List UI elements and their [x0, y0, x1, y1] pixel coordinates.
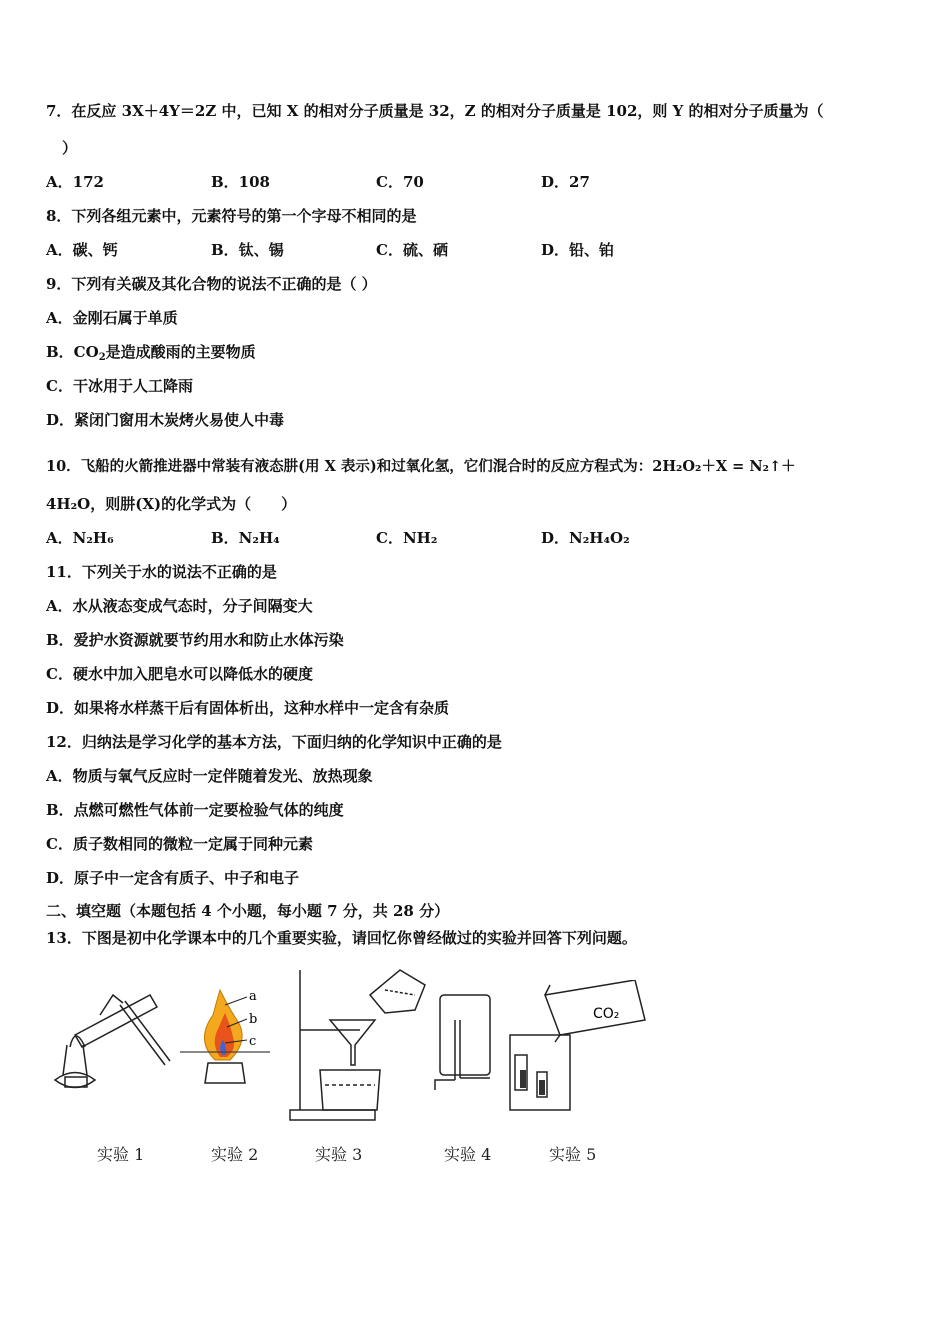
q10-option-c: C．NH₂ — [376, 529, 438, 547]
q9-option-b — [46, 342, 256, 368]
experiment-5-figure — [495, 980, 655, 1115]
q8-option-b: B．钛、锡 — [211, 241, 284, 259]
q8-option-c: C．硫、硒 — [376, 241, 448, 259]
q10-option-a: A．N₂H₆ — [46, 529, 114, 547]
q9-stem: 9．下列有关碳及其化合物的说法不正确的是（ ） — [46, 275, 377, 293]
figure-label-5: 实验 5 — [549, 1145, 597, 1164]
figure-label-1: 实验 1 — [97, 1145, 145, 1164]
q8-stem: 8．下列各组元素中，元素符号的第一个字母不相同的是 — [46, 207, 417, 225]
q12-option-a: A．物质与氧气反应时一定伴随着发光、放热现象 — [46, 767, 373, 785]
figure-label-3: 实验 3 — [315, 1145, 363, 1164]
figure-label-4: 实验 4 — [444, 1145, 492, 1164]
q12-option-b: B．点燃可燃性气体前一定要检验气体的纯度 — [46, 801, 344, 819]
q9-option-c: C．干冰用于人工降雨 — [46, 377, 193, 395]
q7-option-a: A．172 — [46, 173, 104, 191]
q10-option-d: D．N₂H₄O₂ — [541, 529, 630, 547]
q12-option-d: D．原子中一定含有质子、中子和电子 — [46, 869, 300, 887]
q7-option-c: C．70 — [376, 173, 424, 191]
q11-option-c: C．硬水中加入肥皂水可以降低水的硬度 — [46, 665, 313, 683]
q12-option-c: C．质子数相同的微粒一定属于同种元素 — [46, 835, 313, 853]
figure-label-2: 实验 2 — [211, 1145, 259, 1164]
q13-stem: 13．下图是初中化学课本中的几个重要实验，请回忆你曾经做过的实验并回答下列问题。 — [46, 929, 637, 947]
q10-option-b: B．N₂H₄ — [211, 529, 280, 547]
q12-stem: 12．归纳法是学习化学的基本方法，下面归纳的化学知识中正确的是 — [46, 733, 502, 751]
q7-option-b: B．108 — [211, 173, 270, 191]
flame-label-a: a — [249, 989, 257, 1004]
q10-stem-line2: 4H₂O，则肼(X)的化学式为（ ） — [46, 495, 297, 513]
q9-option-d: D．紧闭门窗用木炭烤火易使人中毒 — [46, 411, 285, 429]
q7-stem-line2: ） — [62, 139, 78, 157]
q7-option-d: D．27 — [541, 173, 590, 191]
q9-option-a: A．金刚石属于单质 — [46, 309, 178, 327]
q10-stem-line1: 10．飞船的火箭推进器中常装有液态肼(用 X 表示)和过氧化氢，它们混合时的反应方程式为：2H₂O₂＋X = N₂↑＋ — [46, 458, 796, 475]
q9-option-b-prefix: B．CO — [46, 343, 99, 361]
q9-option-b-sub: 2 — [98, 352, 106, 363]
experiment-1-figure — [45, 985, 175, 1105]
q8-option-a: A．碳、钙 — [46, 241, 118, 259]
q7-stem-line1: 7．在反应 3X＋4Y＝2Z 中，已知 X 的相对分子质量是 32，Z 的相对分子质量是 102，则 Y 的相对分子质量为（ — [46, 102, 824, 120]
experiment-2-figure — [175, 985, 275, 1095]
q11-stem: 11．下列关于水的说法不正确的是 — [46, 563, 277, 581]
co2-label: CO₂ — [593, 1006, 620, 1022]
q11-option-b: B．爱护水资源就要节约用水和防止水体污染 — [46, 631, 344, 649]
experiment-4-figure — [425, 990, 500, 1100]
experiment-3-figure — [285, 965, 430, 1125]
q8-option-d: D．铅、铂 — [541, 241, 615, 259]
section-2-heading: 二、填空题（本题包括 4 个小题，每小题 7 分，共 28 分） — [46, 902, 450, 920]
q9-option-b-suffix: 是造成酸雨的主要物质 — [105, 343, 256, 361]
q11-option-a: A．水从液态变成气态时，分子间隔变大 — [46, 597, 313, 615]
q11-option-d: D．如果将水样蒸干后有固体析出，这种水样中一定含有杂质 — [46, 699, 450, 717]
flame-label-c: c — [249, 1034, 257, 1049]
flame-label-b: b — [249, 1012, 258, 1027]
